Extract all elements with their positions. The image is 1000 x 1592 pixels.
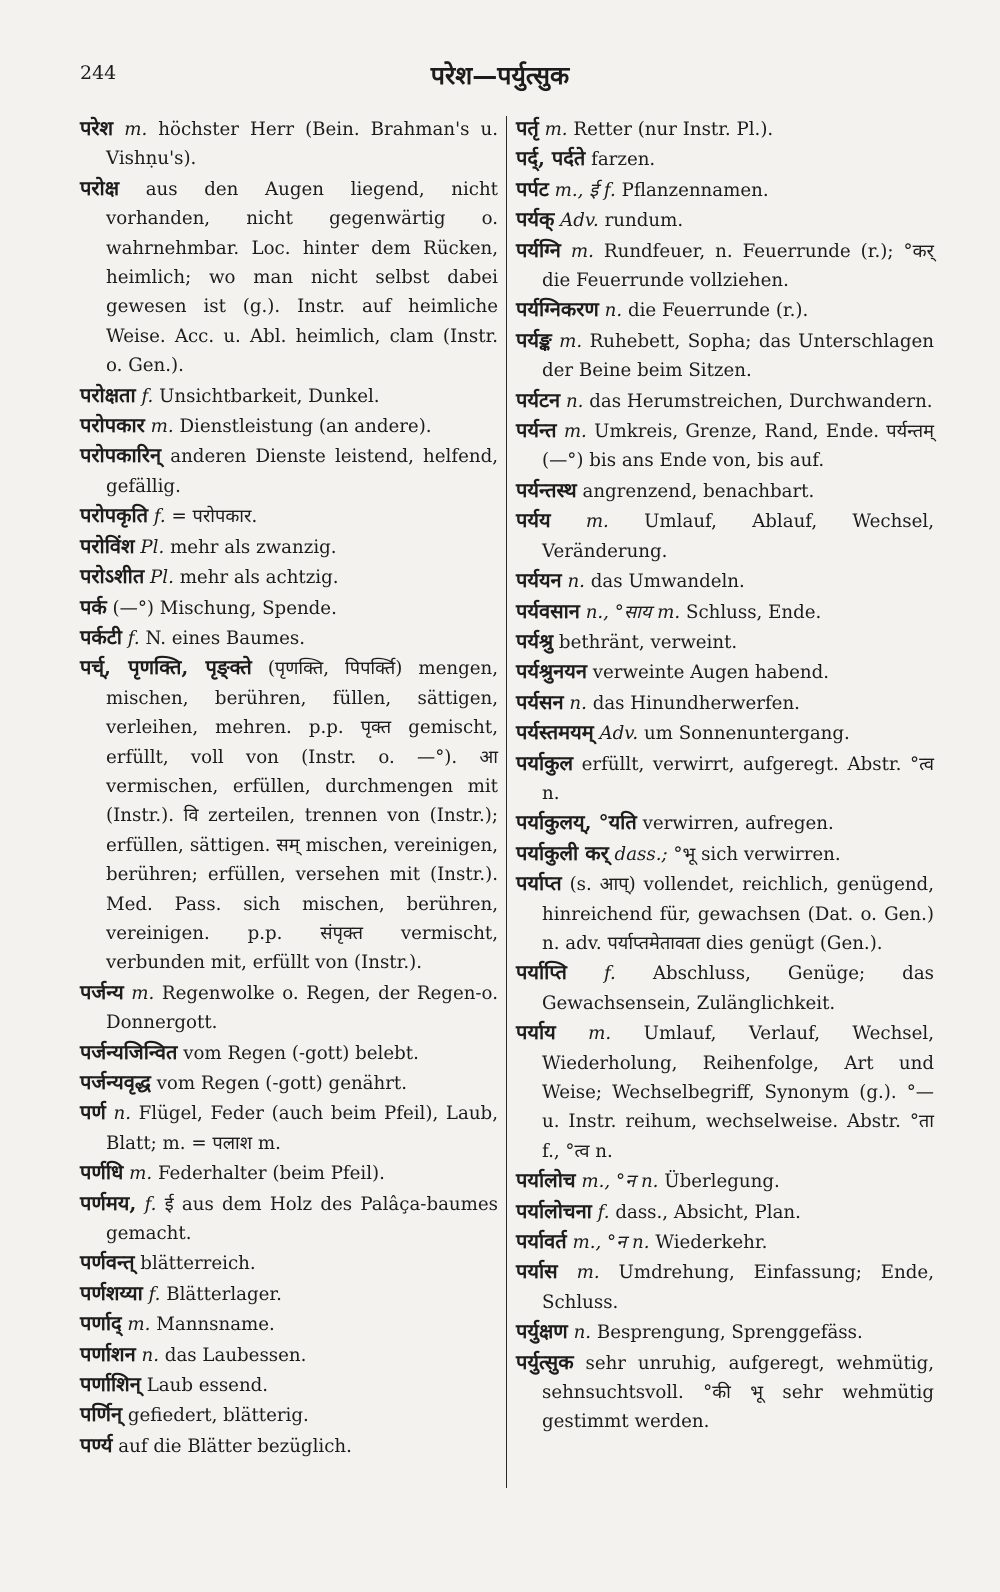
entry-definition: gefiedert, blätterig.	[127, 1405, 309, 1427]
entry-grammar: f.	[153, 506, 166, 528]
entry-grammar: n.	[604, 300, 623, 322]
entry-headword: पर्ययन	[516, 568, 562, 593]
dictionary-entry	[516, 1197, 934, 1227]
entry-grammar: Adv.	[599, 723, 639, 745]
entry-headword: पर्तृ	[516, 116, 539, 140]
entry-grammar: m.	[559, 330, 583, 352]
entry-headword: परोपकार	[80, 413, 145, 438]
right-column	[516, 114, 934, 1437]
entry-definition: Retter (nur Instr. Pl.).	[573, 119, 774, 140]
entry-definition: Pflanzennamen.	[621, 179, 769, 201]
dictionary-entry	[516, 1166, 934, 1196]
entry-grammar: m.	[563, 421, 587, 443]
entry-grammar: Adv.	[560, 210, 599, 232]
entry-grammar: dass.;	[614, 843, 668, 865]
entry-grammar: m.	[150, 416, 174, 438]
entry-grammar: n.	[569, 692, 587, 714]
entry-headword: पर्क	[80, 594, 107, 619]
entry-definition: vom Regen (-gott) belebt.	[183, 1042, 419, 1064]
entry-definition: Laub essend.	[146, 1375, 269, 1397]
entry-definition: mehr als achtzig.	[179, 567, 339, 589]
dictionary-entry	[80, 1189, 498, 1249]
entry-definition: farzen.	[591, 149, 656, 171]
dictionary-entry	[80, 593, 498, 623]
entry-headword: पर्यश्रुनयन	[516, 659, 587, 684]
entry-headword: पर्यय	[516, 508, 551, 533]
entry-definition: Abschluss, Genüge; das Gewachsensein, Zulänglichkeit.	[542, 963, 934, 1014]
entry-headword: पर्यालोचना	[516, 1198, 592, 1223]
running-title: परेश—पर्युत्सुक	[430, 61, 570, 90]
entry-definition: ई aus dem Holz des Palâça-baumes gemacht.	[106, 1193, 498, 1245]
dictionary-entry	[516, 416, 934, 476]
dictionary-entry	[80, 1370, 498, 1400]
entry-grammar: m., °न n.	[572, 1232, 650, 1254]
entry-definition: dass., Absicht, Plan.	[615, 1201, 801, 1223]
entry-headword: पर्युत्सुक	[516, 1349, 574, 1374]
entry-grammar: m.	[585, 511, 609, 533]
entry-definition: mehr als zwanzig.	[170, 536, 337, 558]
dictionary-entry	[516, 114, 934, 144]
entry-definition: um Sonnenuntergang.	[643, 723, 850, 745]
entry-definition: Federhalter (beim Pfeil).	[157, 1163, 385, 1185]
entry-definition: Flügel, Feder (auch beim Pfeil), Laub, Blatt; m. = पलाश m.	[106, 1103, 498, 1154]
entry-headword: पर्याकुल	[516, 750, 574, 775]
entry-definition: das Umwandeln.	[590, 571, 745, 593]
dictionary-entry	[516, 627, 934, 657]
entry-headword: पर्च्, पृणक्ति, पृङ्क्ते	[80, 655, 252, 680]
entry-definition: Ruhebett, Sopha; das Unterschlagen der Beine beim Sitzen.	[542, 330, 934, 382]
dictionary-entry	[516, 386, 934, 416]
dictionary-entry	[516, 1317, 934, 1347]
dictionary-entry	[516, 839, 934, 869]
entry-definition: °भू sich verwirren.	[673, 843, 841, 865]
entry-definition: Wiederkehr.	[655, 1232, 768, 1254]
entry-headword: पर्यस्तमयम्	[516, 720, 594, 745]
dictionary-entry	[80, 562, 498, 592]
entry-headword: पर्यन्तस्थ	[516, 477, 577, 502]
entry-headword: परोक्षता	[80, 382, 136, 407]
entry-grammar: f.	[127, 627, 140, 649]
entry-definition: erfüllt, verwirrt, aufgeregt. Abstr. °त्व n.	[542, 753, 934, 804]
dictionary-entry	[516, 688, 934, 718]
entry-definition: aus den Augen liegend, nicht vorhanden, nicht gegenwärtig o. wahrnehmbar. Loc. hinter dem Rücken, heimlich; wo man nicht selbst dabei gewesen ist (g.). Instr. auf heimliche Weise. Acc. u. Abl. heimlich, clam (Instr. o. Gen.).	[106, 178, 498, 377]
dictionary-entry	[80, 1068, 498, 1098]
entry-headword: पर्ण्य	[80, 1432, 113, 1457]
entry-grammar: f.	[603, 963, 616, 985]
entry-definition: sehr unruhig, aufgeregt, wehmütig, sehnsuchtsvoll. °की भू sehr wehmütig gestimmt werden.	[542, 1352, 934, 1433]
entry-definition: (s. आप्) vollendet, reichlich, genügend, hinreichend für, gewachsen (Dat. o. Gen.) n. adv. पर्याप्तमेतावता dies genügt (Gen.).	[542, 874, 934, 954]
entry-definition: vom Regen (-gott) genährt.	[156, 1073, 408, 1094]
entry-headword: पर्याकुली कर्	[516, 840, 609, 865]
entry-definition: Rundfeuer, n. Feuerrunde (r.); °कर् die Feuerrunde vollziehen.	[542, 240, 934, 292]
entry-definition: Besprengung, Sprenggefäss.	[596, 1322, 863, 1344]
entry-grammar: m.	[124, 119, 148, 140]
dictionary-entry	[80, 1098, 498, 1158]
entry-headword: पर्यक्	[516, 207, 555, 232]
dictionary-entry	[80, 114, 498, 174]
entry-headword: पर्णाद्	[80, 1311, 122, 1336]
dictionary-entry	[80, 1158, 498, 1188]
dictionary-entry	[80, 381, 498, 411]
dictionary-entry	[516, 144, 934, 174]
page-number: 244	[80, 62, 117, 84]
entry-headword: पर्यन्त	[516, 418, 557, 443]
entry-headword: पर्जन्य	[80, 979, 124, 1004]
entry-definition: Umkreis, Grenze, Rand, Ende. पर्यन्तम् (—°) bis ans Ende von, bis auf.	[542, 421, 934, 472]
entry-definition: verweinte Augen habend.	[592, 662, 830, 684]
entry-headword: पर्यालोच	[516, 1168, 576, 1193]
entry-headword: पर्णिन्	[80, 1402, 123, 1427]
dictionary-entry	[516, 566, 934, 596]
page-header	[80, 58, 920, 94]
entry-definition: (पृणक्ति, पिपर्क्ति) mengen, mischen, berühren, füllen, sättigen, verleihen, mehren. p.p. पृक्त gemischt, erfüllt, voll von (Instr. o. —°). आ vermischen, erfüllen, durchmengen mit (Instr.). वि zerteilen, trennen von (Instr.); erfüllen, sättigen. सम् mischen, vereinigen, berühren; erfüllen, versehen mit (Instr.). Med. Pass. sich mischen, berühren, vereinigen. p.p. संपृक्त vermischt, verbunden mit, erfüllt von (Instr.).	[106, 658, 498, 974]
left-column	[80, 114, 498, 1461]
entry-headword: पर्यसन	[516, 689, 564, 714]
entry-grammar: m.	[570, 240, 594, 262]
entry-grammar: Pl.	[150, 567, 174, 589]
entry-headword: परोविंश	[80, 533, 135, 558]
entry-headword: पर्याप्त	[516, 871, 562, 896]
entry-definition: auf die Blätter bezüglich.	[118, 1435, 352, 1457]
entry-definition: Umlauf, Ablauf, Wechsel, Veränderung.	[542, 511, 934, 562]
entry-headword: पर्याप्ति	[516, 960, 567, 985]
entry-grammar: f.	[144, 1193, 157, 1215]
entry-headword: पर्णधि	[80, 1160, 124, 1185]
entry-headword: पर्यग्नि	[516, 237, 561, 262]
entry-headword: पर्जन्यजिन्वित	[80, 1039, 178, 1064]
dictionary-entry	[516, 1348, 934, 1437]
entry-definition: angrenzend, benachbart.	[582, 480, 815, 502]
entry-grammar: n.	[567, 571, 585, 593]
dictionary-entry	[80, 532, 498, 562]
entry-grammar: m.	[588, 1023, 612, 1045]
entry-definition: verwirren, aufregen.	[642, 813, 834, 835]
entry-headword: पर्द्, पर्दते	[516, 146, 586, 171]
entry-grammar: n.	[573, 1322, 592, 1344]
entry-grammar: n.	[565, 390, 584, 412]
dictionary-entry	[516, 657, 934, 687]
entry-grammar: m., °न n.	[581, 1171, 659, 1193]
entry-grammar: m.	[544, 119, 568, 140]
entry-definition: N. eines Baumes.	[145, 627, 305, 649]
entry-grammar: f.	[141, 385, 154, 407]
dictionary-entry	[516, 718, 934, 748]
entry-headword: पर्कटी	[80, 624, 122, 649]
entry-definition: bethränt, verweint.	[558, 631, 738, 653]
entry-headword: पर्यङ्क	[516, 327, 552, 352]
entry-headword: पर्यवसान	[516, 598, 580, 623]
entry-headword: पर्यश्रु	[516, 628, 554, 653]
dictionary-entry	[516, 808, 934, 838]
dictionary-entry	[80, 978, 498, 1038]
entry-definition: (—°) Mischung, Spende.	[112, 597, 337, 619]
entry-grammar: Pl.	[140, 536, 165, 558]
dictionary-entry	[516, 205, 934, 235]
entry-grammar: f.	[148, 1283, 161, 1305]
dictionary-entry	[80, 1340, 498, 1370]
entry-grammar: f.	[597, 1201, 610, 1223]
entry-headword: पर्णाशन	[80, 1341, 136, 1366]
dictionary-entry	[80, 441, 498, 501]
entry-grammar: m.	[127, 1314, 151, 1336]
entry-headword: पर्याकुलय्, °यति	[516, 810, 637, 835]
entry-headword: पर्यास	[516, 1259, 558, 1284]
entry-grammar: m.	[129, 1163, 153, 1185]
dictionary-entry	[80, 623, 498, 653]
dictionary-entry	[516, 175, 934, 205]
entry-headword: पर्ण	[80, 1100, 106, 1125]
entry-definition: Blätterlager.	[166, 1283, 282, 1305]
entry-headword: परेश	[80, 116, 114, 140]
entry-definition: Mannsname.	[156, 1314, 275, 1336]
dictionary-entry	[80, 1309, 498, 1339]
entry-grammar: n.	[113, 1103, 131, 1125]
dictionary-entry	[80, 1038, 498, 1068]
entry-headword: पर्णमय,	[80, 1190, 137, 1215]
dictionary-entry	[516, 1227, 934, 1257]
entry-headword: परोपकारिन्	[80, 443, 162, 468]
entry-headword: पर्णशय्या	[80, 1280, 143, 1305]
entry-definition: die Feuerrunde (r.).	[627, 300, 809, 322]
dictionary-entry	[80, 1279, 498, 1309]
dictionary-entry	[516, 958, 934, 1018]
entry-definition: Dienstleistung (an andere).	[179, 416, 432, 438]
entry-definition: Überlegung.	[664, 1171, 780, 1193]
entry-grammar: n., °साय m.	[585, 601, 681, 623]
entry-grammar: n.	[141, 1344, 159, 1366]
entry-definition: Schluss, Ende.	[686, 601, 822, 623]
dictionary-entry	[80, 501, 498, 531]
entry-grammar: m., ई f.	[554, 179, 616, 201]
entry-headword: पर्णवन्त्	[80, 1250, 135, 1275]
dictionary-entry	[80, 411, 498, 441]
dictionary-entry	[80, 1248, 498, 1278]
entry-definition: Umdrehung, Einfassung; Ende, Schluss.	[542, 1262, 934, 1313]
entry-definition: höchster Herr (Bein. Brahman's u. Vishṇu's).	[106, 119, 498, 170]
entry-headword: पर्यग्निकरण	[516, 297, 599, 322]
entry-headword: पर्पट	[516, 176, 549, 201]
entry-definition: das Hinundherwerfen.	[592, 692, 800, 714]
dictionary-entry	[80, 653, 498, 977]
entry-headword: परोक्ष	[80, 175, 120, 200]
entry-definition: rundum.	[604, 210, 684, 232]
dictionary-entry	[516, 597, 934, 627]
dictionary-entry	[80, 1400, 498, 1430]
dictionary-entry	[80, 174, 498, 381]
entry-headword: परोपकृति	[80, 503, 149, 528]
column-divider	[506, 116, 507, 1488]
entry-definition: das Laubessen.	[164, 1344, 307, 1366]
entry-definition: Unsichtbarkeit, Dunkel.	[159, 385, 380, 407]
entry-definition: Umlauf, Verlauf, Wechsel, Wiederholung, Reihenfolge, Art und Weise; Wechselbegriff, Synonym (g.). °— u. Instr. reihum, wechselweise. Abstr. °ता f., °त्व n.	[542, 1023, 934, 1162]
entry-definition: = परोपकार.	[171, 506, 258, 528]
dictionary-entry	[516, 869, 934, 958]
dictionary-entry	[516, 1018, 934, 1166]
dictionary-entry	[516, 749, 934, 809]
dictionary-entry	[516, 1257, 934, 1317]
dictionary-entry	[80, 1431, 498, 1461]
entry-grammar: m.	[576, 1262, 600, 1284]
entry-definition: blätterreich.	[140, 1253, 256, 1275]
dictionary-entry	[516, 236, 934, 296]
entry-headword: पर्याय	[516, 1020, 556, 1045]
entry-headword: पर्जन्यवृद्ध	[80, 1070, 151, 1094]
entry-definition: anderen Dienste leistend, helfend, gefällig.	[106, 446, 498, 497]
entry-definition: das Herumstreichen, Durchwandern.	[589, 390, 933, 412]
dictionary-entry	[516, 295, 934, 325]
entry-headword: परोऽशीत	[80, 564, 145, 589]
entry-headword: पर्युक्षण	[516, 1319, 568, 1344]
dictionary-entry	[516, 506, 934, 566]
dictionary-entry	[516, 476, 934, 506]
entry-grammar: m.	[131, 982, 155, 1004]
entry-definition: Regenwolke o. Regen, der Regen-o. Donnergott.	[106, 982, 498, 1034]
dictionary-entry	[516, 326, 934, 386]
entry-headword: पर्यावर्त	[516, 1229, 567, 1254]
entry-headword: पर्णाशिन्	[80, 1372, 141, 1397]
entry-headword: पर्यटन	[516, 387, 561, 412]
